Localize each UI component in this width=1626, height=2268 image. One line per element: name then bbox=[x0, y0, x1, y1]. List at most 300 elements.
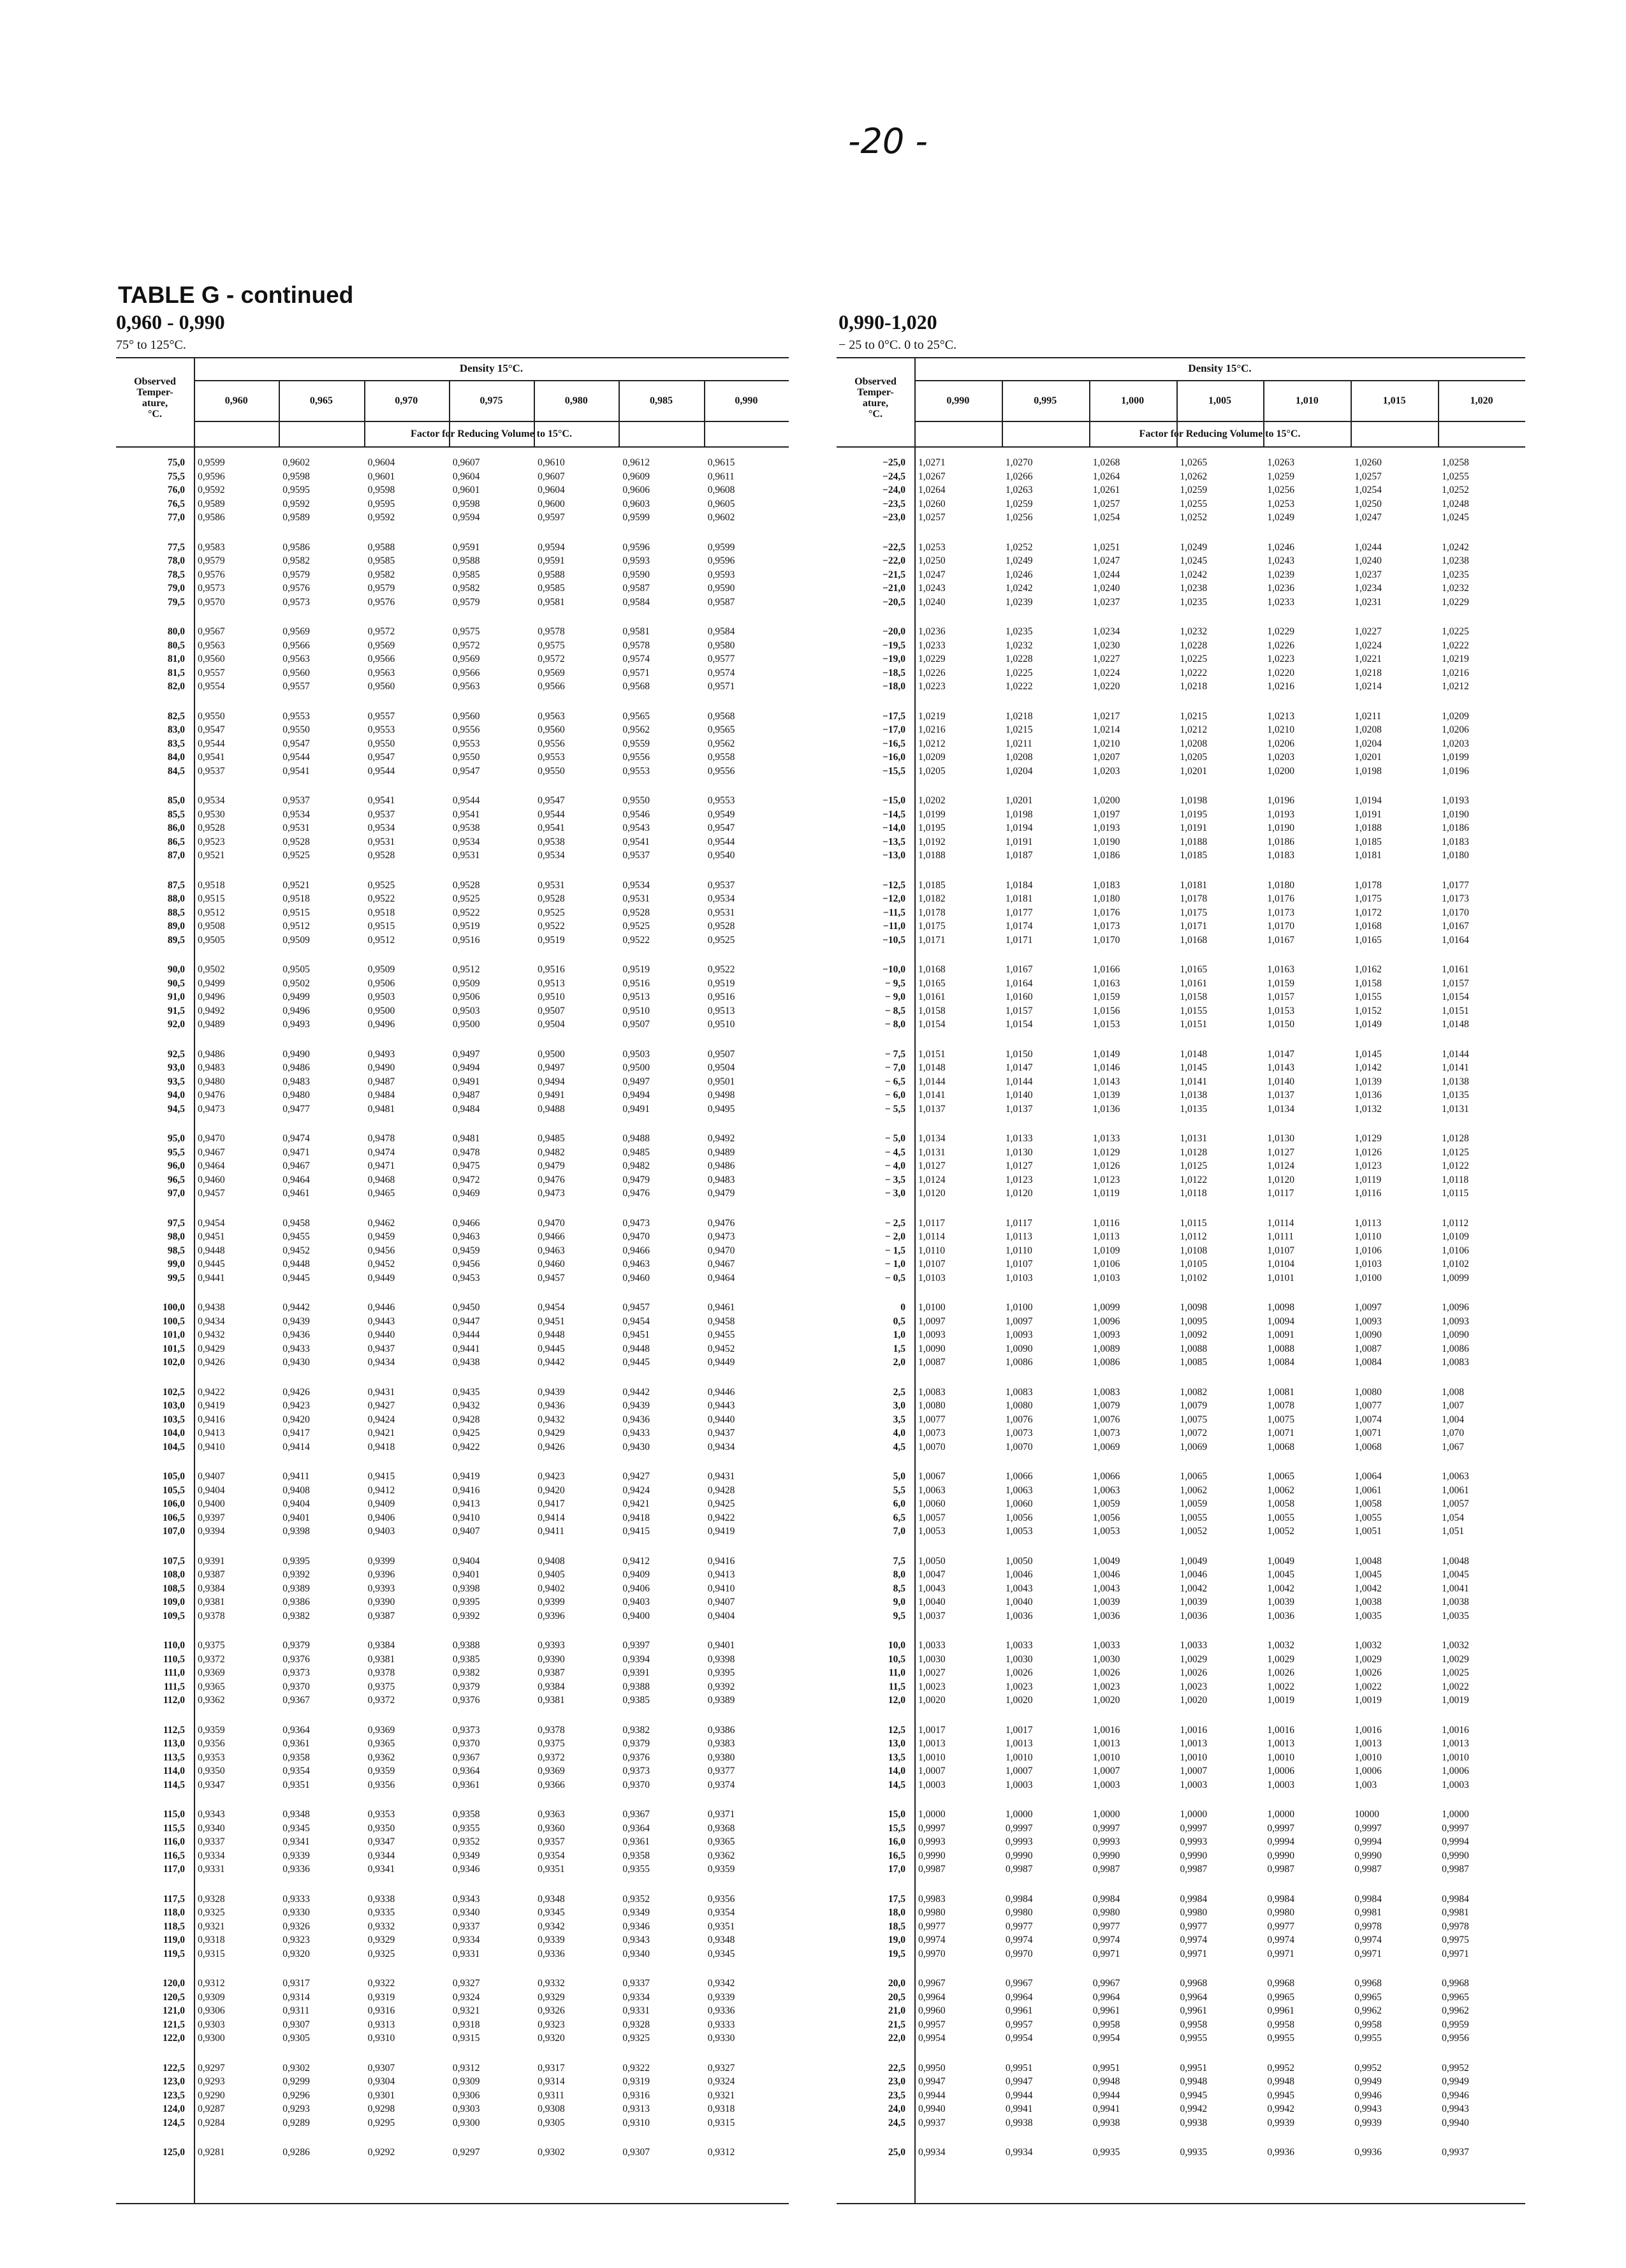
factor-cell: 1,0114 bbox=[918, 1231, 946, 1242]
factor-cell: 0,9331 bbox=[622, 2005, 650, 2016]
factor-cell: 0,9541 bbox=[198, 752, 225, 763]
factor-cell: 1,0108 bbox=[1180, 1245, 1208, 1256]
factor-cell: 0,9534 bbox=[367, 823, 395, 833]
table-row bbox=[116, 666, 789, 680]
factor-cell: 0,9319 bbox=[367, 1991, 395, 2003]
table-row bbox=[837, 1075, 1525, 1089]
factor-cell: 1,0140 bbox=[1267, 1076, 1294, 1087]
factor-cell: 1,0198 bbox=[1180, 795, 1208, 806]
factor-cell: 1,0077 bbox=[1354, 1400, 1382, 1411]
factor-cell: 0,9591 bbox=[452, 541, 480, 553]
factor-cell: 0,9525 bbox=[452, 893, 480, 904]
table-row bbox=[116, 456, 789, 470]
temperature-cell: 6,0 bbox=[893, 1498, 905, 1509]
factor-cell: 0,9584 bbox=[707, 626, 735, 637]
factor-cell: 1,0093 bbox=[1092, 1329, 1120, 1340]
temperature-cell: 24,5 bbox=[888, 2117, 905, 2128]
factor-cell: 1,0218 bbox=[1005, 710, 1033, 722]
factor-cell: 1,0258 bbox=[1442, 457, 1469, 468]
factor-cell: 0,9454 bbox=[622, 1315, 650, 1327]
factor-cell: 0,9313 bbox=[622, 2103, 650, 2114]
factor-cell: 0,9516 bbox=[622, 977, 650, 989]
factor-cell: 1,0246 bbox=[1267, 541, 1294, 553]
factor-cell: 1,0129 bbox=[1092, 1146, 1120, 1158]
density-column-header: 0,960 bbox=[224, 395, 248, 406]
factor-cell: 0,9339 bbox=[282, 1850, 310, 1861]
factor-cell: 0,9582 bbox=[367, 569, 395, 580]
factor-cell: 1,0020 bbox=[1092, 1695, 1120, 1706]
temperature-cell: 121,0 bbox=[163, 2005, 185, 2016]
factor-cell: 0,9341 bbox=[367, 1864, 395, 1875]
factor-cell: 0,9362 bbox=[707, 1850, 735, 1861]
factor-cell: 1,0037 bbox=[918, 1610, 946, 1621]
temperature-cell: 86,0 bbox=[167, 823, 185, 833]
factor-cell: 1,0101 bbox=[1267, 1272, 1294, 1284]
table-top-rule bbox=[116, 357, 789, 358]
factor-header-rule bbox=[837, 446, 1525, 448]
factor-cell: 1,0214 bbox=[1354, 681, 1382, 692]
factor-cell: 0,9977 bbox=[1092, 1920, 1120, 1932]
factor-cell: 0,9528 bbox=[707, 921, 735, 932]
factor-cell: 0,9531 bbox=[452, 850, 480, 861]
factor-cell: 1,0231 bbox=[1354, 596, 1382, 608]
factor-cell: 0,9332 bbox=[367, 1920, 395, 1932]
temperature-cell: 10,0 bbox=[888, 1640, 905, 1651]
temperature-cell: 97,5 bbox=[167, 1217, 185, 1229]
factor-cell: 0,9376 bbox=[282, 1653, 310, 1665]
temperature-cell: 112,0 bbox=[163, 1695, 185, 1706]
factor-cell: 1,0103 bbox=[1005, 1272, 1033, 1284]
temperature-cell: 76,5 bbox=[167, 498, 185, 509]
temperature-cell: 87,5 bbox=[167, 879, 185, 891]
density-header: Density 15°C. bbox=[459, 362, 524, 374]
factor-cell: 0,9408 bbox=[538, 1555, 565, 1567]
factor-cell: 0,9531 bbox=[367, 836, 395, 847]
factor-cell: 0,9502 bbox=[198, 964, 225, 975]
factor-cell: 0,9373 bbox=[452, 1724, 480, 1736]
temperature-cell: 103,5 bbox=[163, 1414, 185, 1425]
factor-cell: 0,9457 bbox=[622, 1302, 650, 1313]
factor-cell: 1,0220 bbox=[1092, 681, 1120, 692]
factor-cell: 1,0087 bbox=[918, 1357, 946, 1368]
factor-cell: 0,9980 bbox=[1092, 1907, 1120, 1918]
factor-cell: 0,9596 bbox=[198, 471, 225, 482]
factor-cell: 1,0123 bbox=[1005, 1174, 1033, 1185]
factor-cell: 0,9431 bbox=[707, 1471, 735, 1482]
table-top-rule bbox=[837, 357, 1525, 358]
temperature-cell: 16,5 bbox=[888, 1850, 905, 1861]
factor-cell: 1,0244 bbox=[1092, 569, 1120, 580]
factor-cell: 1,0030 bbox=[918, 1653, 946, 1665]
factor-cell: 0,9321 bbox=[198, 1920, 225, 1932]
factor-cell: 0,9341 bbox=[282, 1836, 310, 1847]
table-row bbox=[116, 1315, 789, 1329]
factor-cell: 0,9314 bbox=[282, 1991, 310, 2003]
factor-cell: 1,0106 bbox=[1354, 1245, 1382, 1256]
factor-cell: 0,9941 bbox=[1092, 2103, 1120, 2114]
factor-cell: 0,9337 bbox=[622, 1978, 650, 1989]
table-row bbox=[116, 2075, 789, 2089]
factor-cell: 0,9364 bbox=[282, 1724, 310, 1736]
factor-cell: 1,0200 bbox=[1092, 795, 1120, 806]
factor-cell: 0,9504 bbox=[538, 1019, 565, 1030]
factor-cell: 0,9550 bbox=[622, 795, 650, 806]
factor-cell: 1,0147 bbox=[1005, 1062, 1033, 1073]
factor-cell: 1,0154 bbox=[918, 1019, 946, 1030]
column-rule bbox=[704, 380, 705, 446]
table-row bbox=[837, 483, 1525, 497]
factor-cell: 0,9997 bbox=[918, 1822, 946, 1834]
left-range-subtitle: 75° to 125°C. bbox=[116, 338, 186, 352]
factor-cell: 0,9528 bbox=[538, 893, 565, 904]
temperature-cell: 90,0 bbox=[167, 964, 185, 975]
factor-cell: 0,9378 bbox=[538, 1724, 565, 1736]
factor-cell: 1,0255 bbox=[1442, 471, 1469, 482]
table-row bbox=[837, 1778, 1525, 1792]
factor-cell: 0,9348 bbox=[282, 1809, 310, 1820]
factor-cell: 0,9579 bbox=[452, 596, 480, 608]
factor-cell: 0,9394 bbox=[198, 1526, 225, 1537]
factor-cell: 1,0007 bbox=[1180, 1766, 1208, 1776]
factor-cell: 0,9604 bbox=[538, 485, 565, 495]
factor-cell: 1,0090 bbox=[1442, 1329, 1469, 1340]
temperature-cell: 4,0 bbox=[893, 1428, 905, 1438]
row-group bbox=[116, 1808, 789, 1877]
table-row bbox=[116, 568, 789, 582]
factor-cell: 0,9968 bbox=[1180, 1978, 1208, 1989]
factor-cell: 0,9395 bbox=[282, 1555, 310, 1567]
factor-cell: 0,9369 bbox=[198, 1667, 225, 1678]
factor-cell: 0,9410 bbox=[707, 1583, 735, 1594]
temperature-cell: 101,0 bbox=[163, 1329, 185, 1340]
factor-cell: 1,0128 bbox=[1180, 1146, 1208, 1158]
temperature-cell: −12,5 bbox=[883, 879, 905, 891]
factor-cell: 0,9516 bbox=[452, 934, 480, 946]
temperature-cell: −17,0 bbox=[883, 724, 905, 735]
temperature-cell: 82,0 bbox=[167, 681, 185, 692]
factor-cell: 0,9400 bbox=[198, 1498, 225, 1509]
factor-cell: 0,9359 bbox=[198, 1724, 225, 1736]
factor-cell: 0,9978 bbox=[1354, 1920, 1382, 1932]
table-row bbox=[116, 737, 789, 751]
factor-cell: 1,0249 bbox=[1180, 541, 1208, 553]
table-row bbox=[116, 1244, 789, 1258]
temperature-cell: 99,5 bbox=[167, 1272, 185, 1284]
column-rule bbox=[1089, 380, 1090, 446]
factor-cell: 0,9503 bbox=[452, 1005, 480, 1016]
temperature-cell: 116,0 bbox=[163, 1836, 185, 1847]
factor-cell: 0,9486 bbox=[282, 1062, 310, 1073]
factor-cell: 0,9337 bbox=[198, 1836, 225, 1847]
factor-cell: 1,0043 bbox=[1092, 1583, 1120, 1594]
factor-cell: 0,9582 bbox=[452, 583, 480, 594]
factor-cell: 0,9327 bbox=[452, 1978, 480, 1989]
factor-cell: 0,9449 bbox=[707, 1357, 735, 1368]
row-group bbox=[837, 1639, 1525, 1708]
temperature-cell: 82,5 bbox=[167, 710, 185, 722]
factor-cell: 1,0245 bbox=[1442, 512, 1469, 523]
factor-cell: 1,0126 bbox=[1354, 1146, 1382, 1158]
temperature-cell: 22,5 bbox=[888, 2062, 905, 2074]
factor-cell: 1,0163 bbox=[1092, 977, 1120, 989]
table-row bbox=[837, 1639, 1525, 1653]
factor-cell: 0,9585 bbox=[452, 569, 480, 580]
temperature-cell: −17,5 bbox=[883, 710, 905, 722]
factor-cell: 1,0141 bbox=[918, 1090, 946, 1101]
factor-cell: 0,9567 bbox=[198, 626, 225, 637]
temperature-cell: −10,5 bbox=[883, 934, 905, 946]
factor-cell: 1,0142 bbox=[1354, 1062, 1382, 1073]
temperature-cell: 94,5 bbox=[167, 1103, 185, 1115]
temperature-cell: 3,0 bbox=[893, 1400, 905, 1411]
factor-cell: 0,9954 bbox=[1092, 2033, 1120, 2044]
factor-cell: 0,9459 bbox=[367, 1231, 395, 1242]
factor-cell: 0,9507 bbox=[622, 1019, 650, 1030]
factor-cell: 1,007 bbox=[1442, 1400, 1464, 1411]
factor-cell: 0,9382 bbox=[282, 1610, 310, 1621]
factor-cell: 1,0104 bbox=[1267, 1259, 1294, 1269]
factor-cell: 0,9316 bbox=[367, 2005, 395, 2016]
factor-cell: 0,9395 bbox=[707, 1667, 735, 1678]
factor-cell: 0,9538 bbox=[452, 823, 480, 833]
factor-cell: 0,9457 bbox=[538, 1272, 565, 1284]
factor-cell: 0,9424 bbox=[622, 1484, 650, 1496]
factor-cell: 0,9518 bbox=[282, 893, 310, 904]
factor-cell: 0,9487 bbox=[367, 1076, 395, 1087]
temperature-cell: −15,0 bbox=[883, 795, 905, 806]
temperature-cell: −25,0 bbox=[883, 457, 905, 468]
factor-cell: 0,9337 bbox=[452, 1920, 480, 1932]
table-row bbox=[116, 1426, 789, 1440]
table-row bbox=[116, 1075, 789, 1089]
factor-cell: 1,0188 bbox=[1354, 823, 1382, 833]
factor-cell: 0,9383 bbox=[707, 1738, 735, 1749]
factor-cell: 1,0131 bbox=[918, 1146, 946, 1158]
factor-cell: 0,9352 bbox=[452, 1836, 480, 1847]
factor-cell: 0,9534 bbox=[198, 795, 225, 806]
factor-cell: 1,0010 bbox=[1092, 1752, 1120, 1763]
temperature-cell: 100,5 bbox=[163, 1315, 185, 1327]
temperature-cell: −12,0 bbox=[883, 893, 905, 904]
density-column-header: 0,990 bbox=[735, 395, 758, 406]
table-row bbox=[837, 2061, 1525, 2075]
factor-cell: 0,9354 bbox=[538, 1850, 565, 1861]
factor-cell: 1,0045 bbox=[1267, 1569, 1294, 1580]
factor-cell: 0,9502 bbox=[282, 977, 310, 989]
row-group bbox=[837, 1301, 1525, 1370]
table-row bbox=[837, 892, 1525, 906]
row-group bbox=[116, 625, 789, 694]
factor-cell: 0,9525 bbox=[622, 921, 650, 932]
factor-cell: 1,0173 bbox=[1442, 893, 1469, 904]
temperature-cell: 87,0 bbox=[167, 850, 185, 861]
factor-cell: 1,0066 bbox=[1005, 1471, 1033, 1482]
factor-cell: 1,0171 bbox=[1005, 934, 1033, 946]
table-row bbox=[116, 1230, 789, 1244]
factor-cell: 0,9948 bbox=[1267, 2076, 1294, 2087]
factor-cell: 1,0190 bbox=[1267, 823, 1294, 833]
factor-cell: 1,0019 bbox=[1267, 1695, 1294, 1706]
factor-cell: 0,9987 bbox=[918, 1864, 946, 1875]
factor-cell: 0,9579 bbox=[282, 569, 310, 580]
factor-cell: 1,0126 bbox=[1092, 1160, 1120, 1171]
factor-cell: 0,9480 bbox=[198, 1076, 225, 1087]
factor-cell: 1,0060 bbox=[1005, 1498, 1033, 1509]
factor-cell: 1,0000 bbox=[1442, 1809, 1469, 1820]
factor-cell: 0,9984 bbox=[1267, 1893, 1294, 1905]
factor-cell: 0,9419 bbox=[198, 1400, 225, 1411]
factor-cell: 0,9448 bbox=[538, 1329, 565, 1340]
page-number: -20 - bbox=[848, 121, 928, 161]
factor-cell: 0,9432 bbox=[198, 1329, 225, 1340]
factor-cell: 1,0165 bbox=[1180, 964, 1208, 975]
factor-cell: 0,9947 bbox=[1005, 2076, 1033, 2087]
factor-cell: 0,9462 bbox=[367, 1217, 395, 1229]
factor-cell: 1,0026 bbox=[1180, 1667, 1208, 1678]
temperature-cell: − 4,5 bbox=[884, 1146, 905, 1158]
observed-header-line: ature, bbox=[142, 398, 168, 409]
factor-cell: 0,9412 bbox=[367, 1484, 395, 1496]
factor-cell: 0,9590 bbox=[622, 569, 650, 580]
factor-cell: 0,9968 bbox=[1442, 1978, 1469, 1989]
factor-cell: 0,9370 bbox=[282, 1681, 310, 1692]
factor-cell: 0,9601 bbox=[367, 471, 395, 482]
factor-cell: 1,0107 bbox=[1005, 1259, 1033, 1269]
factor-cell: 1,0077 bbox=[918, 1414, 946, 1425]
factor-cell: 1,0032 bbox=[1442, 1640, 1469, 1651]
temperature-cell: 17,0 bbox=[888, 1864, 905, 1875]
factor-cell: 0,9413 bbox=[707, 1569, 735, 1580]
factor-cell: 0,9589 bbox=[282, 512, 310, 523]
factor-cell: 1,0137 bbox=[1005, 1103, 1033, 1115]
factor-cell: 1,0256 bbox=[1267, 485, 1294, 495]
factor-cell: 1,0048 bbox=[1354, 1555, 1382, 1567]
factor-cell: 0,9481 bbox=[452, 1133, 480, 1144]
factor-cell: 1,0003 bbox=[1442, 1779, 1469, 1790]
factor-cell: 0,9563 bbox=[282, 654, 310, 664]
temperature-cell: 84,5 bbox=[167, 765, 185, 777]
factor-cell: 0,9381 bbox=[367, 1653, 395, 1665]
factor-cell: 0,9955 bbox=[1180, 2033, 1208, 2044]
factor-cell: 0,9336 bbox=[538, 1948, 565, 1959]
temperature-cell: 18,5 bbox=[888, 1920, 905, 1932]
factor-cell: 0,9550 bbox=[452, 752, 480, 763]
factor-cell: 1,0050 bbox=[1005, 1555, 1033, 1567]
observed-header-line: Observed bbox=[854, 376, 897, 387]
factor-cell: 1,0023 bbox=[1180, 1681, 1208, 1692]
factor-cell: 1,0155 bbox=[1180, 1005, 1208, 1016]
factor-cell: 1,0080 bbox=[918, 1400, 946, 1411]
factor-cell: 1,0013 bbox=[1354, 1738, 1382, 1749]
factor-cell: 1,0029 bbox=[1180, 1653, 1208, 1665]
factor-cell: 0,9354 bbox=[282, 1766, 310, 1776]
factor-cell: 0,9600 bbox=[538, 498, 565, 509]
factor-cell: 0,9448 bbox=[198, 1245, 225, 1256]
factor-cell: 0,9566 bbox=[367, 654, 395, 664]
factor-cell: 0,9569 bbox=[367, 640, 395, 651]
factor-cell: 0,9439 bbox=[622, 1400, 650, 1411]
factor-cell: 1,0013 bbox=[1092, 1738, 1120, 1749]
factor-cell: 1,0232 bbox=[1005, 640, 1033, 651]
table-row bbox=[837, 1808, 1525, 1822]
factor-cell: 0,9534 bbox=[622, 879, 650, 891]
factor-cell: 1,0137 bbox=[918, 1103, 946, 1115]
table-row bbox=[116, 1764, 789, 1778]
factor-cell: 0,9322 bbox=[622, 2062, 650, 2074]
factor-cell: 0,9356 bbox=[367, 1779, 395, 1790]
factor-cell: 1,0066 bbox=[1092, 1471, 1120, 1482]
factor-cell: 0,9935 bbox=[1092, 2147, 1120, 2158]
factor-cell: 1,0023 bbox=[918, 1681, 946, 1692]
factor-cell: 0,9538 bbox=[538, 836, 565, 847]
factor-cell: 0,9512 bbox=[198, 907, 225, 918]
factor-cell: 1,0083 bbox=[1442, 1357, 1469, 1368]
right-range-title: 0,990-1,020 bbox=[839, 311, 937, 333]
table-row bbox=[837, 1595, 1525, 1609]
temperature-cell: 111,5 bbox=[163, 1681, 185, 1692]
factor-cell: 0,9974 bbox=[1354, 1935, 1382, 1945]
factor-cell: 0,9358 bbox=[452, 1809, 480, 1820]
factor-cell: 0,9434 bbox=[707, 1441, 735, 1452]
table-row bbox=[116, 1723, 789, 1738]
factor-cell: 0,9355 bbox=[452, 1822, 480, 1834]
factor-cell: 0,9955 bbox=[1354, 2033, 1382, 2044]
factor-cell: 1,0102 bbox=[1180, 1272, 1208, 1284]
table-row bbox=[837, 963, 1525, 977]
factor-cell: 0,9403 bbox=[622, 1597, 650, 1607]
factor-cell: 0,9374 bbox=[707, 1779, 735, 1790]
factor-cell: 1,0227 bbox=[1092, 654, 1120, 664]
table-row bbox=[837, 1484, 1525, 1498]
factor-cell: 1,0199 bbox=[1442, 752, 1469, 763]
factor-cell: 0,9431 bbox=[367, 1386, 395, 1398]
factor-cell: 0,9597 bbox=[538, 512, 565, 523]
factor-cell: 0,9981 bbox=[1442, 1907, 1469, 1918]
factor-cell: 1,0167 bbox=[1267, 934, 1294, 946]
factor-cell: 1,0007 bbox=[918, 1766, 946, 1776]
factor-cell: 0,9553 bbox=[367, 724, 395, 735]
factor-cell: 0,9324 bbox=[707, 2076, 735, 2087]
table-row bbox=[837, 666, 1525, 680]
factor-cell: 0,9318 bbox=[707, 2103, 735, 2114]
table-row bbox=[116, 1257, 789, 1271]
factor-cell: 1,0020 bbox=[1180, 1695, 1208, 1706]
factor-cell: 1,0110 bbox=[918, 1245, 946, 1256]
factor-cell: 1,0061 bbox=[1354, 1484, 1382, 1496]
temperature-cell: 119,5 bbox=[163, 1948, 185, 1959]
factor-cell: 1,0218 bbox=[1354, 667, 1382, 678]
factor-cell: 1,003 bbox=[1354, 1779, 1377, 1790]
factor-cell: 0,9592 bbox=[282, 498, 310, 509]
factor-cell: 1,0181 bbox=[1354, 850, 1382, 861]
table-row bbox=[837, 639, 1525, 653]
row-group bbox=[837, 794, 1525, 863]
factor-cell: 0,9934 bbox=[1005, 2147, 1033, 2158]
table-row bbox=[837, 2031, 1525, 2045]
row-group bbox=[837, 1132, 1525, 1201]
factor-cell: 0,9307 bbox=[622, 2147, 650, 2158]
factor-cell: 0,9984 bbox=[1354, 1893, 1382, 1905]
table-row bbox=[116, 1595, 789, 1609]
factor-cell: 0,9591 bbox=[538, 555, 565, 566]
factor-cell: 0,9387 bbox=[367, 1610, 395, 1621]
factor-cell: 1,0129 bbox=[1354, 1133, 1382, 1144]
table-row bbox=[837, 1146, 1525, 1160]
left-table bbox=[116, 357, 789, 2216]
factor-cell: 1,0211 bbox=[1354, 710, 1382, 722]
factor-cell: 1,0208 bbox=[1354, 724, 1382, 735]
table-row bbox=[837, 1173, 1525, 1187]
